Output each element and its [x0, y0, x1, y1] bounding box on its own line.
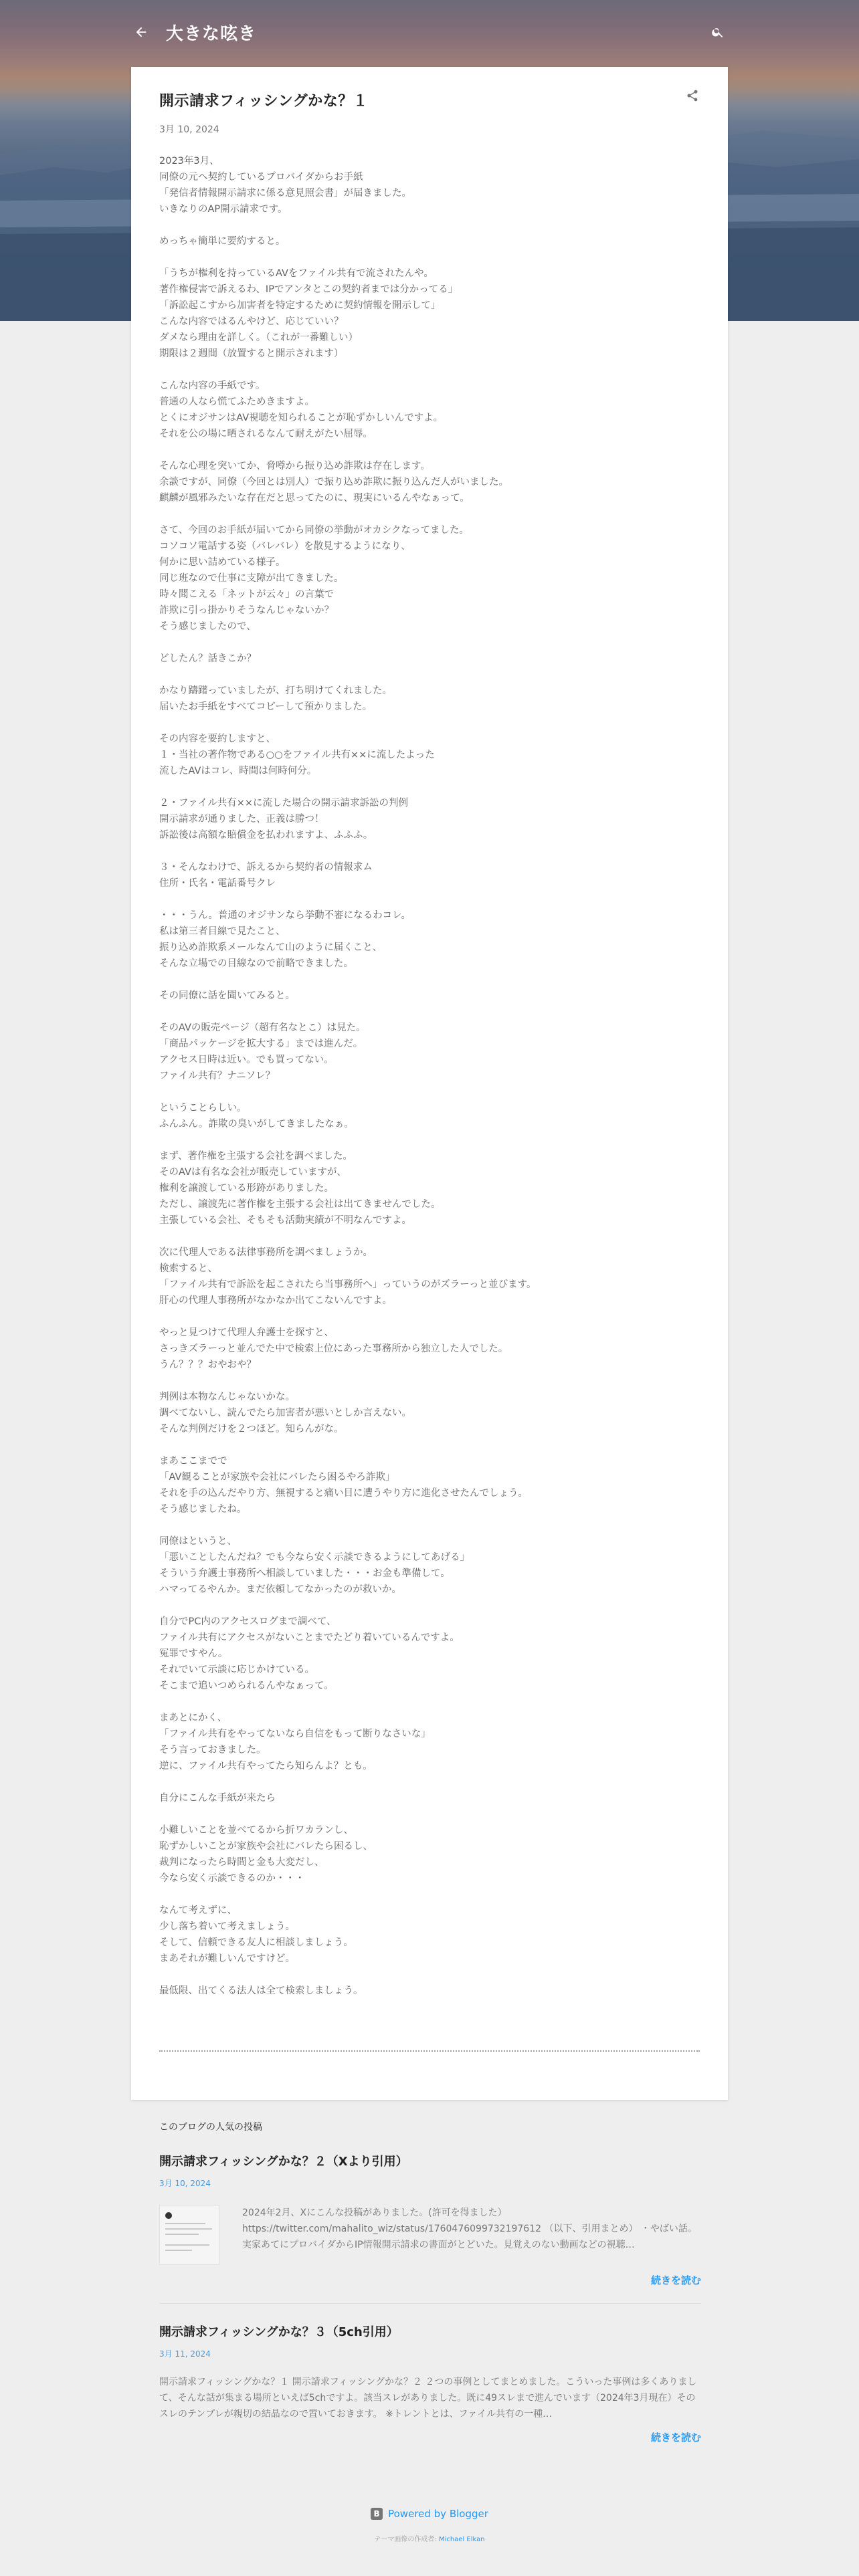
read-more-link[interactable]: 続きを読む: [650, 2274, 701, 2286]
read-more-link[interactable]: 続きを読む: [650, 2432, 701, 2444]
popular-post-separator: [159, 2303, 701, 2304]
post-title: 開示請求フィッシングかな？１: [159, 93, 369, 110]
powered-by-blogger-link[interactable]: [371, 2508, 488, 2520]
post-date[interactable]: 3月 10, 2024: [159, 124, 219, 135]
top-app-bar: [131, 16, 728, 48]
post-card: [131, 67, 728, 2100]
popular-posts-section: [159, 2120, 701, 2444]
footer: [0, 2506, 859, 2543]
popular-post-item: [159, 2323, 701, 2444]
theme-credit: [0, 2533, 859, 2543]
popular-post-snippet: 開示請求フィッシングかな？１ 開示請求フィッシングかな？２ ２つの事例としてまとめました。こういった事例は多くありまして、そんな話が集まる場所といえば5chですよ。該当スレがありました。既に49スレまで進んでいます（2024年3月現在）そのスレのテンプレが親切の結晶なので置いておきます。 ※トレントとは、ファイル共有の一種…: [159, 2377, 697, 2420]
popular-post-item: [159, 2152, 701, 2304]
blogger-icon: B: [371, 2508, 383, 2520]
share-icon[interactable]: [684, 87, 701, 104]
popular-post-date[interactable]: 3月 10, 2024: [159, 2179, 211, 2188]
popular-posts-heading: このブログの人気の投稿: [159, 2122, 262, 2133]
post-body: 2023年3月、 同僚の元へ契約しているプロバイダからお手紙 「発信者情報開示請求に係る意見照会書」が届きました。 いきなりのAP開示請求です。 めっちゃ簡単に要約すると。 「うちが権利を持っているAVをファイル共有で流されたんや。 著作権侵害で訴えるわ、IPでアンタとこの契約者までは分かってる」 「訴訟起こすから加害者を特定するために契約情報を開示して」 こんな内容ではるんやけど、応じていい？ ダメなら理由を詳しく。（これが一番難しい） 期限は２週間（放置すると開示されます） こんな内容の手紙です。 普通の人なら慌てふためきますよ。 とくにオジサンはAV視聴を知られることが恥ずかしいんですよ。 それを公の場に晒されるなんて耐えがたい屈辱。 そんな心理を突いてか、脅噂から振り込め詐欺は存在します。 余談ですが、同僚（今回とは別人）で振り込め詐欺に振り込んだ人がいました。 麒麟が風邪みたいな存在だと思ってたのに、現実にいるんやなぁって。 さて、今回のお手紙が届いてから同僚の挙動がオカシクなってました。 コソコソ電話する姿（バレバレ）を散見するようになり、 何かに思い詰めている様子。 同じ班なので仕事に支障が出てきました。 時々聞こえる「ネットが云々」の言葉で 詐欺に引っ掛かりそうなんじゃないか？ そう感じましたので、 どしたん？話きこか？ かなり躊躇っていましたが、打ち明けてくれました。 届いたお手紙をすべてコピーして預かりました。 その内容を要約しますと、 １・当社の著作物である○○をファイル共有××に流したよった 流したAVはコレ、時間は何時何分。 ２・ファイル共有××に流した場合の開示請求訴訟の判例 開示請求が通りました、正義は勝つ！ 訴訟後は高額な賠償金を払われますよ、ふふふ。 ３・そんなわけで、訴えるから契約者の情報求ム 住所・氏名・電話番号クレ ・・・うん。普通のオジサンなら挙動不審になるわコレ。 私は第三者目線で見たこと、 振り込め詐欺系メールなんて山のように届くこと、 そんな立場での目線なので前略できました。 その同僚に話を聞いてみると。 そのAVの販売ページ（超有名なとこ）は見た。 「商品パッケージを拡大する」までは進んだ。 アクセス日時は近い。でも買ってない。 ファイル共有？ナニソレ？ ということらしい。 ふんふん。詐欺の臭いがしてきましたなぁ。 まず、著作権を主張する会社を調べました。 そのAVは有名な会社が販売していますが、 権利を譲渡している形跡がありました。 ただし、譲渡先に著作権を主張する会社は出てきませんでした。 主張している会社、そもそも活動実績が不明なんですよ。 次に代理人である法律事務所を調べましょうか。 検索すると、 「ファイル共有で訴訟を起こされたら当事務所へ」っていうのがズラーっと並びます。 肝心の代理人事務所がなかなか出てこないんですよ。 やっと見つけて代理人弁護士を探すと、 さっきズラーっと並んでた中で検索上位にあった事務所から独立した人でした。 うん？？？おやおや？ 判例は本物なんじゃないかな。 調べてないし、読んでたら加害者が悪いとしか言えない。 そんな判例だけを２つほど。知らんがな。 まあここまでで 「AV観ることが家族や会社にバレたら困るやろ詐欺」 それを手の込んだやり方、無視すると痛い目に遭うやり方に進化させたんでしょう。 そう感じましたね。 同僚はというと、 「悪いことしたんだね？でも今なら安く示談できるようにしてあげる」 そういう弁護士事務所へ相談していました・・・お金も準備して。 ハマってるやんか。まだ依頼してなかったのが救いか。 自分でPC内のアクセスログまで調べて、 ファイル共有にアクセスがないことまでたどり着いているんですよ。 冤罪ですやん。 それでいて示談に応じかけている。 そこまで追いつめられるんやなぁって。 まあとにかく、 「ファイル共有をやってないなら自信をもって断りなさいな」 そう言っておきました。 逆に、ファイル共有やってたら知らんよ？とも。 自分にこんな手紙が来たら 小難しいことを並べてるから折ワカランし、 恥ずかしいことが家族や会社にバレたら困るし、 裁判になったら時間と金も大変だし、 今なら安く示談できるのか・・・ なんて考えずに、 少し落ち着いて考えましょう。 そして、信頼できる友人に相談しましょう。 まあそれが難しいんですけど。 最低限、出てくる法人は全て検索しましょう。: [159, 156, 537, 1996]
theme-credit-author-link[interactable]: Michael Elkan: [438, 2536, 485, 2543]
powered-by-label: Powered by Blogger: [388, 2508, 488, 2520]
post-thumbnail-image[interactable]: [159, 2205, 219, 2265]
blog-title[interactable]: 大きな呟き: [166, 23, 257, 44]
theme-credit-prefix: テーマ画像の作成者:: [374, 2536, 439, 2543]
popular-post-date[interactable]: 3月 11, 2024: [159, 2349, 211, 2359]
search-icon[interactable]: [708, 22, 728, 42]
back-arrow-icon[interactable]: [131, 22, 151, 42]
post-divider: [159, 2050, 700, 2052]
popular-post-title[interactable]: 開示請求フィッシングかな？２（Xより引用）: [159, 2155, 408, 2169]
popular-post-snippet: 2024年2月、Xにこんな投稿がありました。(許可を得ました） https://twitter.com/mahalito_wiz/status/1760476099732197612 （以下、引用まとめ） ・やばい話。実家あてにプロバイダからIP情報開示請求の書面がとどいた。見覚えのない動画などの視聴…: [242, 2208, 697, 2250]
popular-post-title[interactable]: 開示請求フィッシングかな？３（5ch引用）: [159, 2325, 399, 2339]
